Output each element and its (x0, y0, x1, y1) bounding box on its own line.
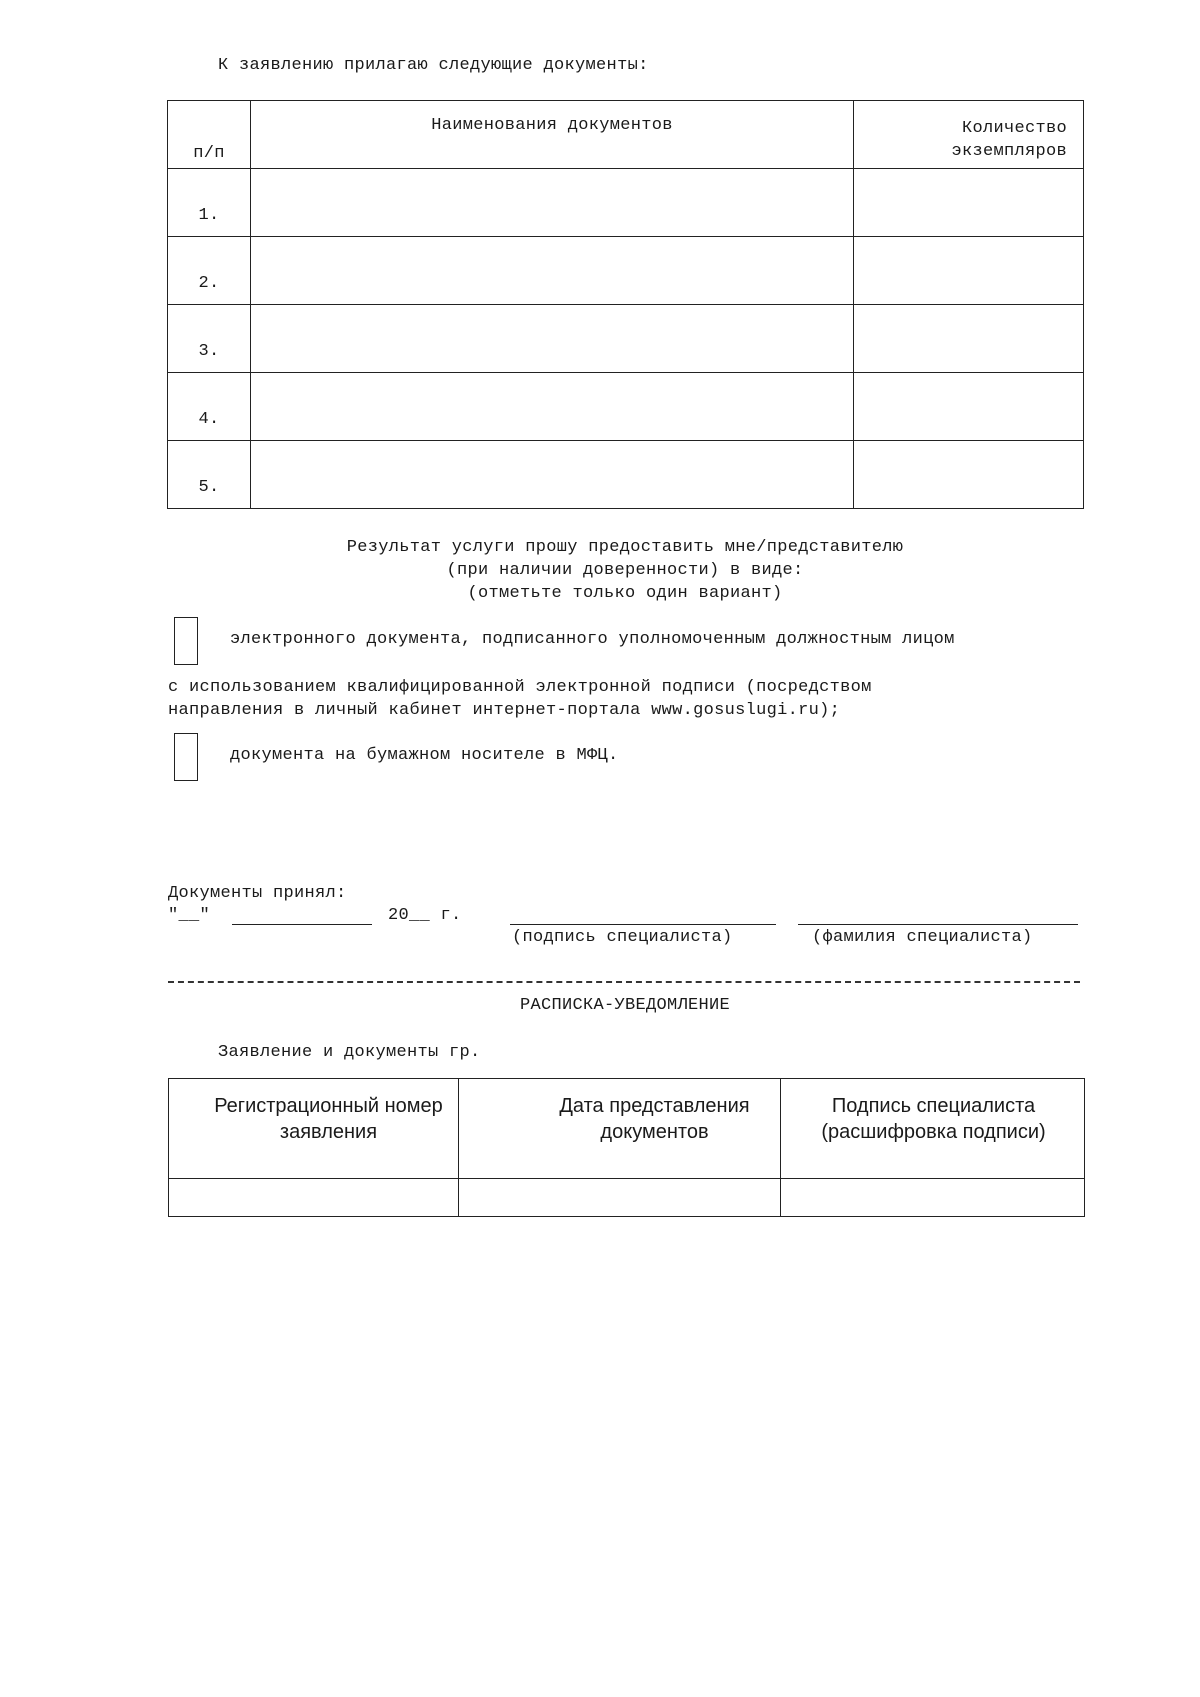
surname-caption: (фамилия специалиста) (812, 928, 1033, 947)
document-name-cell[interactable] (251, 169, 854, 237)
table-row (168, 373, 1084, 441)
date-month-line[interactable] (232, 924, 372, 925)
specialist-signature-line[interactable] (510, 924, 776, 925)
electronic-document-checkbox[interactable] (174, 617, 198, 665)
document-name-cell[interactable] (251, 441, 854, 509)
date-day-field[interactable]: "__" (168, 906, 211, 925)
date-year-field[interactable]: 20__ г. (388, 906, 462, 925)
table-row (169, 1179, 1085, 1217)
header-submission-date: Дата представления документов (559, 1095, 750, 1143)
attachments-intro: К заявлению прилагаю следующие документы: (218, 56, 649, 75)
documents-table-header (168, 101, 1084, 169)
result-request-line1: Результат услуги прошу предоставить мне/представителю (346, 538, 904, 557)
signature-caption: (подпись специалиста) (512, 928, 733, 947)
copies-count-cell[interactable] (854, 441, 1084, 509)
receipt-intro: Заявление и документы гр. (218, 1043, 481, 1062)
header-specialist-signature: Подпись специалиста (расшифровка подписи) (821, 1095, 1046, 1143)
specialist-signature-cell[interactable] (781, 1179, 1085, 1217)
header-copies-count: Количество экземпляров (951, 118, 1067, 161)
document-name-cell[interactable] (251, 305, 854, 373)
table-row (168, 305, 1084, 373)
document-name-cell[interactable] (251, 237, 854, 305)
row-number: 3. (198, 342, 220, 361)
table-row (168, 237, 1084, 305)
header-index: п/п (193, 144, 225, 163)
document-name-cell[interactable] (251, 373, 854, 441)
receipt-table-header (169, 1079, 1085, 1179)
copies-count-cell[interactable] (854, 237, 1084, 305)
copies-count-cell[interactable] (854, 305, 1084, 373)
row-number: 5. (198, 478, 220, 497)
table-row (168, 441, 1084, 509)
header-count-cell (854, 101, 1084, 169)
header-registration-number: Регистрационный номер заявления (214, 1095, 443, 1143)
electronic-option-line2: с использованием квалифицированной электронной подписи (посредством (168, 678, 872, 697)
header-document-names: Наименования документов (431, 116, 673, 135)
paper-document-checkbox[interactable] (174, 733, 198, 781)
cut-line-divider (168, 981, 1080, 983)
row-number: 1. (198, 206, 220, 225)
submission-date-cell[interactable] (459, 1179, 781, 1217)
header-index-cell (168, 101, 251, 169)
receipt-table (168, 1078, 1085, 1217)
registration-number-cell[interactable] (169, 1179, 459, 1217)
result-request-line3: (отметьте только один вариант) (467, 584, 783, 603)
documents-table (167, 100, 1084, 509)
receipt-title: РАСПИСКА-УВЕДОМЛЕНИЕ (519, 996, 731, 1015)
row-number: 4. (198, 410, 220, 429)
row-number: 2. (198, 274, 220, 293)
specialist-surname-line[interactable] (798, 924, 1078, 925)
copies-count-cell[interactable] (854, 169, 1084, 237)
accepted-by-label: Документы принял: (168, 884, 347, 903)
result-request-line2: (при наличии доверенности) в виде: (446, 561, 804, 580)
electronic-option-line1: электронного документа, подписанного уполномоченным должностным лицом (230, 630, 955, 649)
paper-option-label: документа на бумажном носителе в МФЦ. (230, 746, 619, 765)
table-row (168, 169, 1084, 237)
electronic-option-line3: направления в личный кабинет интернет-портала www.gosuslugi.ru); (168, 701, 841, 720)
header-name-cell (251, 101, 854, 169)
copies-count-cell[interactable] (854, 373, 1084, 441)
